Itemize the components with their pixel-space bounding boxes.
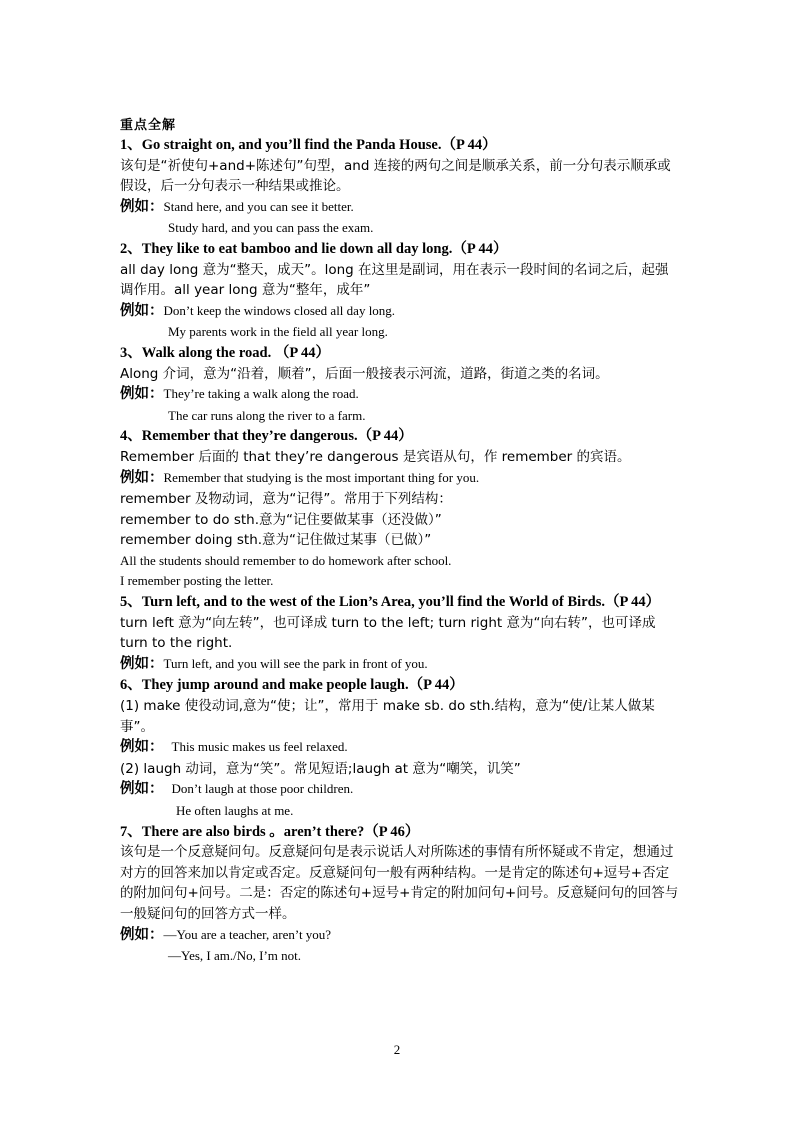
example-sentence: The car runs along the river to a farm.: [168, 407, 366, 423]
example-sentence: Stand here, and you can see it better.: [163, 198, 354, 214]
example-label: 例如：: [120, 198, 164, 215]
example-sentence: Don’t laugh at those poor children.: [171, 781, 354, 797]
example-label: 例如：: [120, 655, 164, 672]
usage-note: remember doing sth.意为“记住做过某事（已做）”: [120, 532, 432, 549]
item-explanation: all day long 意为“整天，成天”。long 在这里是副词，用在表示一段时间的名词之后，起强调作用。all year long 意为“整年，成年”: [120, 261, 669, 299]
item-explanation: Along 介词，意为“沿着，顺着”，后面一般接表示河流，道路，街道之类的名词。: [120, 365, 609, 382]
example-sentence: —You are a teacher, aren’t you?: [163, 926, 332, 942]
example-label: 例如：: [120, 781, 164, 798]
example-label: 例如：: [120, 386, 164, 403]
example-sentence: Remember that studying is the most important thing for you.: [163, 469, 480, 485]
page-number: 2: [393, 1042, 401, 1057]
example-sentence: Don’t keep the windows closed all day long.: [163, 302, 396, 318]
item-heading: 6、They jump around and make people laugh.（P 44）: [120, 677, 464, 694]
usage-note: remember to do sth.意为“记住要做某事（还没做）”: [120, 511, 442, 528]
example-sentence: They’re taking a walk along the road.: [163, 386, 359, 402]
example-sentence: This music makes us feel relaxed.: [171, 739, 348, 755]
example-label: 例如：: [120, 739, 164, 756]
example-sentence: —Yes, I am./No, I’m not.: [168, 948, 302, 964]
example-sentence: He often laughs at me.: [176, 803, 294, 818]
example-label: 例如：: [120, 469, 164, 486]
example-sentence: My parents work in the field all year long.: [168, 324, 388, 340]
item-heading: 2、They like to eat bamboo and lie down all day long.（P 44）: [120, 240, 508, 257]
item-explanation: 该句是“祈使句+and+陈述句”句型，and 连接的两句之间是顺承关系，前一分句表示顺承或假设，后一分句表示一种结果或推论。: [120, 157, 671, 195]
item-explanation: Remember 后面的 that they’re dangerous 是宾语从句，作 remember 的宾语。: [120, 448, 631, 465]
document-page: [120, 115, 680, 967]
example-sentence: Turn left, and you will see the park in front of you.: [163, 655, 428, 671]
example-label: 例如：: [120, 302, 164, 319]
item-heading: 1、Go straight on, and you’ll find the Panda House.（P 44）: [120, 137, 497, 153]
example-label: 例如：: [120, 926, 164, 943]
example-sentence: Study hard, and you can pass the exam.: [168, 220, 374, 236]
item-explanation: (2) laugh 动词，意为“笑”。常见短语;laugh at 意为“嘲笑，讥笑”: [120, 760, 521, 777]
usage-note: remember 及物动词，意为“记得”。常用于下列结构：: [120, 491, 452, 508]
item-heading: 3、Walk along the road. （P 44）: [120, 344, 331, 361]
item-explanation: (1) make 使役动词,意为“使；让”，常用于 make sb. do sth.结构，意为“使/让某人做某事”。: [120, 698, 655, 735]
example-sentence: All the students should remember to do homework after school.: [120, 552, 452, 568]
example-sentence: I remember posting the letter.: [120, 573, 274, 589]
item-heading: 5、Turn left, and to the west of the Lion’s Area, you’ll find the World of Birds.（P 44）: [120, 594, 661, 611]
item-explanation: turn left 意为“向左转”，也可译成 turn to the left; turn right 意为“向右转”，也可译成 turn to the right.: [120, 614, 656, 652]
section-title: 重点全解: [120, 117, 177, 132]
item-heading: 4、Remember that they’re dangerous.（P 44）: [120, 428, 413, 445]
item-heading: 7、There are also birds 。aren’t there?（P 46）: [120, 823, 420, 840]
item-explanation: 该句是一个反意疑问句。反意疑问句是表示说话人对所陈述的事情有所怀疑或不肯定，想通过对方的回答来加以肯定或否定。反意疑问句一般有两种结构。一是肯定的陈述句+逗号+否定的附加问句+问号。二是：否定的陈述句+逗号+肯定的附加问句+问号。反意疑问句的回答与一般疑问句的回答方式一样。: [120, 844, 679, 922]
